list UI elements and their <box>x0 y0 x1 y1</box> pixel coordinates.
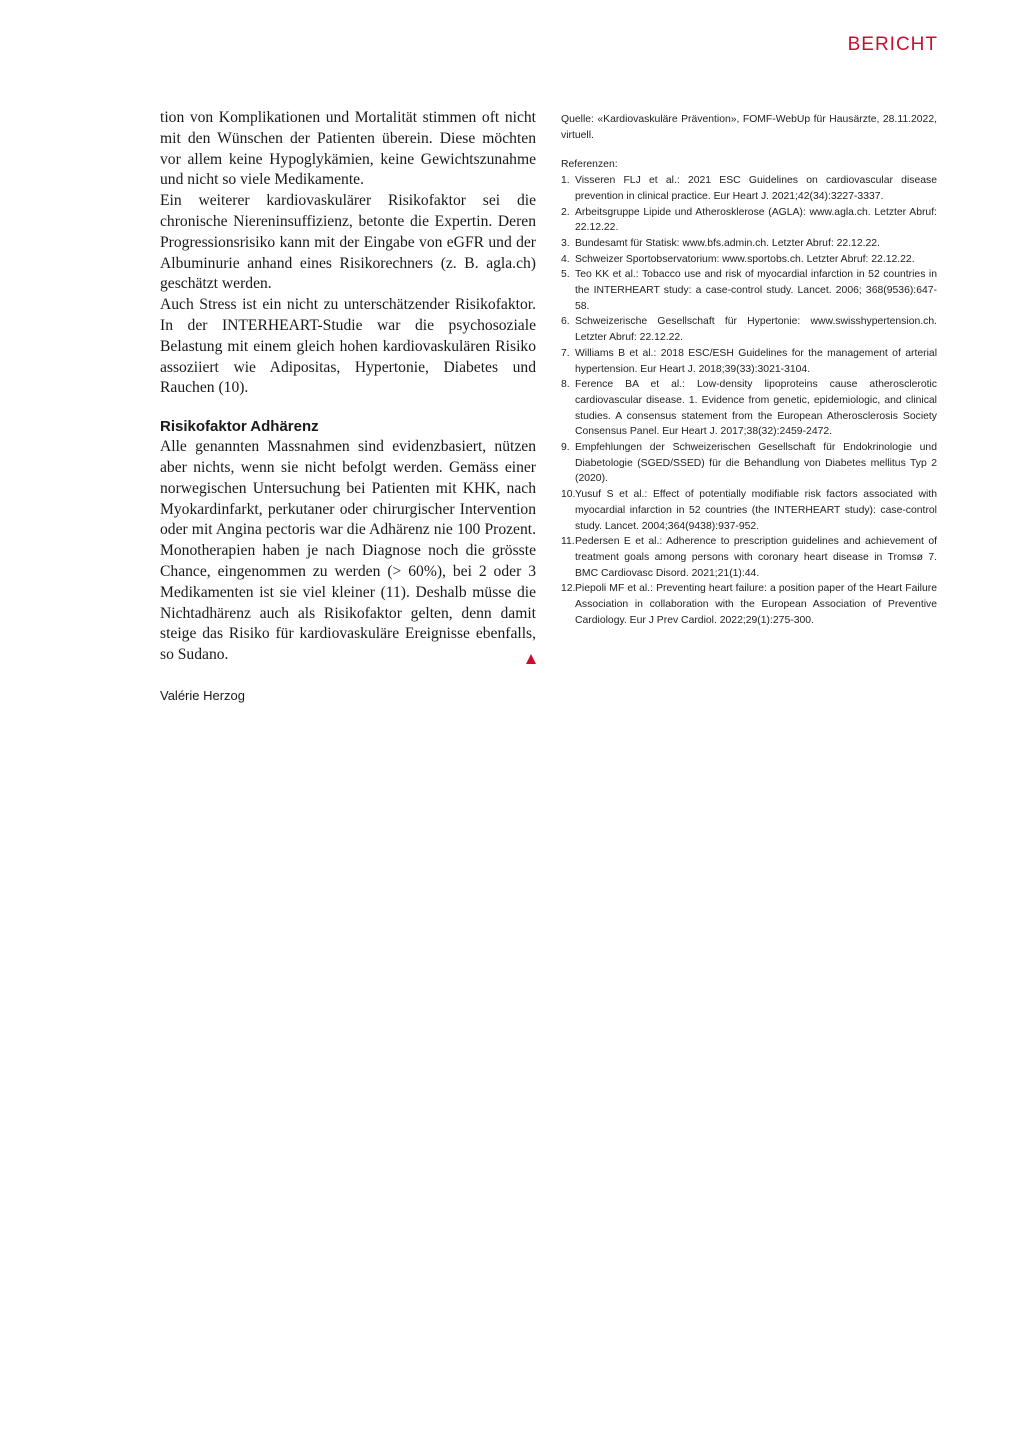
reference-item <box>561 267 937 314</box>
body-paragraph: Ein weiterer kardiovaskulärer Risikofaktor sei die chronische Niereninsuffizienz, betonte die Expertin. Deren Progressionsrisiko kann mit der Eingabe von eGFR und der Albuminurie anhand eines Risikorechners (z. B. agla.ch) geschätzt werden. <box>160 192 536 293</box>
reference-number: 2. <box>561 206 570 218</box>
reference-text: Bundesamt für Statisk: www.bfs.admin.ch. Letzter Abruf: 22.12.22. <box>575 237 880 249</box>
reference-text: Pedersen E et al.: Adherence to prescription guidelines and achievement of treatment goals among persons with coronary heart disease in Tromsø 7. BMC Cardiovasc Disord. 2021;21(1):44. <box>575 536 937 579</box>
reference-item <box>561 173 937 204</box>
reference-text: Teo KK et al.: Tobacco use and risk of myocardial infarction in 52 countries in the INTERHEART study: a case-control study. Lancet. 2006; 368(9536):647-58. <box>575 269 937 312</box>
reference-text: Ference BA et al.: Low-density lipoproteins cause atherosclerotic cardiovascular disease. 1. Evidence from genetic, epidemiologic, and clinical studies. A consensus statement from the European Atherosclerosis Society Consensus Panel. Eur Heart J. 2017;38(32):2459-2472. <box>575 379 937 438</box>
reference-item <box>561 534 937 581</box>
reference-text: Empfehlungen der Schweizerischen Gesellschaft für Endokrinologie und Diabetologie (SGED/SSED) für die Behandlung von Diabetes mellitus Typ 2 (2020). <box>575 442 937 485</box>
section-heading: Risikofaktor Adhärenz <box>160 418 319 436</box>
reference-number: 5. <box>561 269 570 281</box>
body-paragraph: tion von Komplikationen und Mortalität stimmen oft nicht mit den Wünschen der Patienten überein. Diese möchten vor allem keine Hypoglykämien, keine Gewichtszunahme und nicht so viele Medikamente. <box>160 109 536 189</box>
reference-item <box>561 487 937 534</box>
reference-number: 4. <box>561 253 570 265</box>
reference-number: 6. <box>561 316 570 328</box>
reference-text: Visseren FLJ et al.: 2021 ESC Guidelines on cardiovascular disease prevention in clinical practice. Eur Heart J. 2021;42(34):3227-3337. <box>575 175 937 202</box>
reference-number: 12. <box>561 583 576 595</box>
references-title: Referenzen: <box>561 159 618 171</box>
reference-number: 11. <box>561 536 575 548</box>
reference-number: 3. <box>561 237 570 249</box>
reference-list <box>561 173 937 628</box>
end-triangle-icon <box>526 654 536 664</box>
reference-number: 8. <box>561 379 570 391</box>
body-paragraph-text: Alle genannten Massnahmen sind evidenzbasiert, nützen aber nichts, wenn sie nicht befolgt werden. Gemäss einer norwegischen Untersuchung bei Patienten mit KHK, nach Myokardinfarkt, perkutaner oder chirurgischer Intervention oder mit Angina pectoris war die Adhärenz nie 100 Prozent. Monotherapien haben je nach Diagnose noch die grösste Chance, eingenommen zu werden (> 60%), bei 2 oder 3 Medikamenten ist sie viel kleiner (11). Deshalb müsse die Nichtadhärenz auch als Risikofaktor gelten, denn damit steige das Risiko für kardiovaskuläre Ereignisse ebenfalls, so Sudano. <box>160 438 536 664</box>
reference-text: Williams B et al.: 2018 ESC/ESH Guidelines for the management of arterial hypertension. Eur Heart J. 2018;39(33):3021-3104. <box>575 347 937 375</box>
reference-text: Yusuf S et al.: Effect of potentially modifiable risk factors associated with myocardial infarction in 52 countries (the INTERHEART study): case-control study. Lancet. 2004;364(9438):937-952. <box>575 489 937 532</box>
reference-item <box>561 440 937 487</box>
reference-item <box>561 314 937 345</box>
body-paragraph <box>160 437 536 666</box>
reference-item <box>561 236 937 252</box>
reference-item <box>561 205 937 236</box>
reference-item <box>561 252 937 268</box>
section-label: BERICHT <box>847 34 938 55</box>
author-name: Valérie Herzog <box>160 687 246 703</box>
body-paragraph: Auch Stress ist ein nicht zu unterschätzender Risikofaktor. In der INTERHEART-Studie war die psychosoziale Belastung mit einem gleich hohen kardiovaskulären Risiko assoziiert wie Adipositas, Hypertonie, Diabetes und Rauchen (10). <box>160 296 536 397</box>
reference-number: 7. <box>561 347 570 359</box>
reference-number: 9. <box>561 442 570 454</box>
reference-number: 10. <box>561 489 576 501</box>
reference-number: 1. <box>561 175 570 187</box>
reference-item <box>561 346 937 377</box>
reference-text: Piepoli MF et al.: Preventing heart failure: a position paper of the Heart Failure Association in collaboration with the European Association of Preventive Cardiology. Eur J Prev Cardiol. 2022;29(1):275-300. <box>575 583 937 626</box>
reference-text: Schweizerische Gesellschaft für Hypertonie: www.swisshypertension.ch. Letzter Abruf: 22.12.22. <box>575 316 937 344</box>
reference-text: Arbeitsgruppe Lipide und Atherosklerose (AGLA): www.agla.ch. Letzter Abruf: 22.12.22. <box>575 206 937 234</box>
article-body <box>160 108 536 707</box>
references-column <box>561 112 937 629</box>
source-note: Quelle: «Kardiovaskuläre Prävention», FOMF-WebUp für Hausärzte, 28.11.2022, virtuell. <box>561 114 937 141</box>
reference-item <box>561 377 937 440</box>
reference-item <box>561 581 937 628</box>
reference-text: Schweizer Sportobservatorium: www.sportobs.ch. Letzter Abruf: 22.12.22. <box>575 253 915 265</box>
